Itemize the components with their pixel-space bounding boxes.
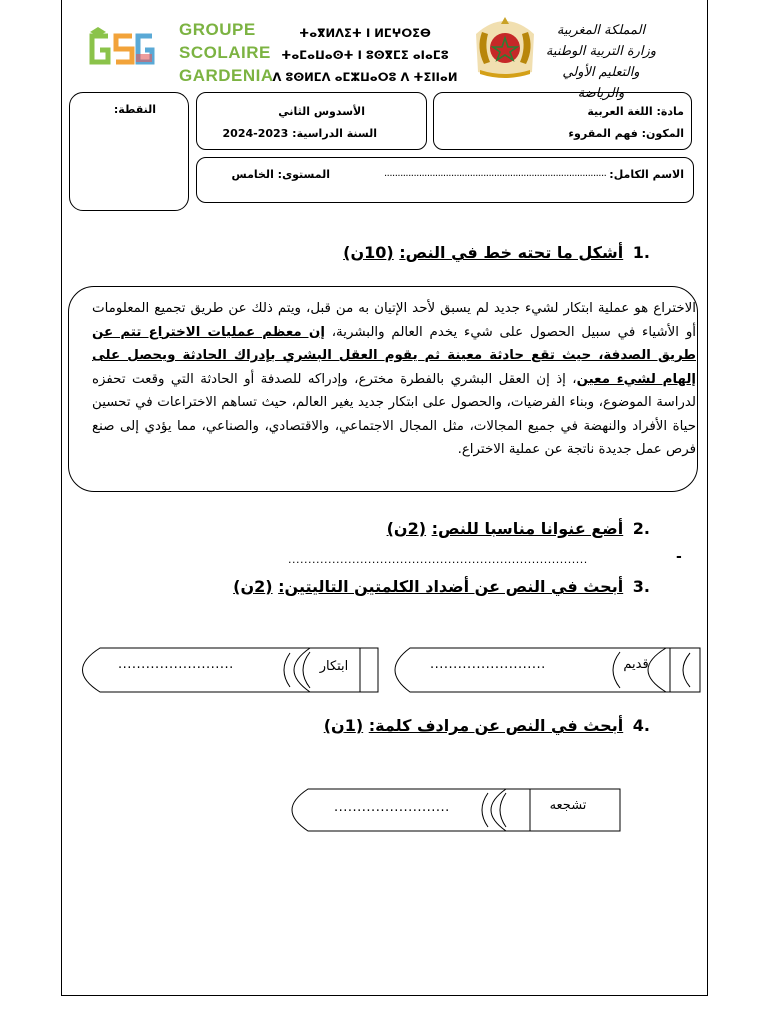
question-points: (2ن)	[233, 577, 273, 596]
antonym-answer-2[interactable]: .........................	[118, 657, 234, 672]
passage-text: الاختراع هو عملية ابتكار لشيء جديد لم يسبق لأحد الإتيان به من قبل، ويتم ذلك عن طريق تجميع المعلومات أو الأشياء في سبيل الحصول على شيء يخدم العالم والبشرية،	[92, 301, 697, 340]
kingdom-line: والتعليم الأولي والرياضة	[562, 65, 640, 101]
question-text: أبحث في النص عن مرادف كلمة:	[368, 716, 624, 735]
question-text: أبحث في النص عن أضداد الكلمتين التاليتين:	[278, 577, 624, 596]
semester-box	[196, 92, 427, 150]
tifinagh-line: ⵜⴰⴳⵍⴷⵉⵜ ⵏ ⵍⵎⵖⵔⵉⴱ	[299, 26, 431, 40]
question-4	[324, 716, 650, 735]
question-3	[233, 577, 650, 596]
component-label: المكون: فهم المقروء	[568, 127, 684, 140]
school-name-line: GROUPE	[179, 20, 256, 39]
gsg-logo	[86, 24, 156, 68]
passage-text: ، إذ إن العقل البشري بالفطرة مخترع، وإدراكه للصدفة أو الحادثة التي وقعت تحفزه لدراسة الموضوع، وبناء الفرضيات، والحصول على ابتكار جديد يغير العالم، حيث تساهم الاختراعات في تحسين حياة الأفراد والنهضة في جميع المجالات، مثل المجال الاجتماعي، والاقتصادي، والصناعي، مما يؤدي إلى صنع فرص عمل جديدة ناتجة عن عملية الاختراع.	[92, 371, 696, 457]
antonym-answer-1[interactable]: .........................	[430, 657, 546, 672]
question-1	[343, 243, 650, 262]
level-label: المستوى: الخامس	[231, 168, 330, 181]
full-name-field[interactable]: ...................................................................................	[384, 168, 607, 179]
title-answer-field[interactable]: ...........................................................................	[288, 553, 588, 566]
scroll-fold	[683, 653, 690, 687]
question-number: .4	[632, 716, 650, 735]
word-tushajjiuhu: تشجعه	[549, 798, 587, 813]
word-ibtikar: ابتكار	[319, 659, 349, 674]
tifinagh-line: ⵜⴰⵎⴰⵡⴰⵙⵜ ⵏ ⵓⵙⴳⵎⵉ ⴰⵏⴰⵎⵓ	[281, 48, 449, 62]
question-points: (2ن)	[386, 519, 427, 538]
question-text: أشكل ما تحته خط في النص:	[399, 243, 624, 262]
scroll-fold	[482, 793, 488, 827]
question-text: أضع عنوانا مناسبا للنص:	[431, 519, 624, 538]
question-points: (1ن)	[323, 716, 364, 735]
question-points: (10ن)	[343, 243, 394, 262]
scroll-fold	[284, 653, 290, 687]
question-number: .3	[632, 577, 650, 596]
reading-passage	[92, 297, 696, 462]
tifinagh-line: ⴷ ⵓⵙⵍⵎⴷ ⴰⵎⵣⵡⴰⵔⵓ ⴷ ⵜⵉⵏⵏⴰⵍ	[272, 70, 458, 84]
answer-dash: -	[676, 549, 682, 565]
school-name	[179, 18, 274, 87]
kingdom-line: المملكة المغربية	[556, 23, 646, 38]
scroll-fold	[500, 793, 506, 827]
question-2	[387, 519, 650, 538]
school-name-line: GARDENIA	[179, 66, 274, 85]
full-name-label: الاسم الكامل:	[609, 168, 684, 181]
school-name-line: SCOLAIRE	[179, 43, 271, 62]
question-number: .1	[632, 243, 650, 262]
passage-underlined-text: إن معظم عمليات الاختراع تتم عن طريق الصدفة، حيث تقع حادثة معينة ثم يقوم العقل البشري بإدراك الحادثة ويحصل على إلهام لشيء معين	[92, 324, 696, 387]
subject-box	[433, 92, 692, 150]
tifinagh-ministry-name	[270, 22, 460, 88]
kingdom-line: وزارة التربية الوطنية	[545, 44, 657, 59]
subject-label: مادة: اللغة العربية	[587, 105, 684, 118]
moroccan-coat-of-arms-icon	[466, 14, 544, 80]
school-year-label: السنة الدراسية: 2023-2024	[222, 127, 377, 140]
semester-label: الأسدوس الثاني	[278, 105, 365, 118]
word-qadim: قديم	[623, 657, 649, 672]
grade-label: النقطة:	[113, 103, 156, 116]
synonym-answer[interactable]: .........................	[334, 800, 450, 815]
question-number: .2	[632, 519, 650, 538]
